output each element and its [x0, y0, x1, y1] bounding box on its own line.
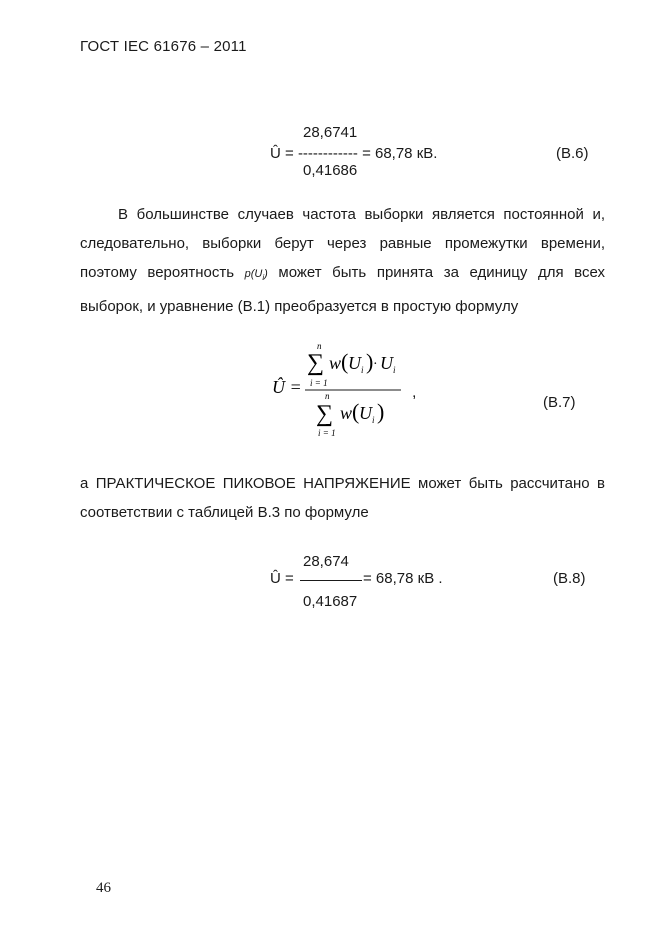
- eq-b7-den-sum-lower: i = 1: [318, 428, 336, 438]
- eq-b7-comma: ,: [412, 384, 417, 401]
- eq-b6-denominator: 0,41686: [303, 162, 358, 179]
- probability-symbol: [244, 268, 268, 283]
- paragraph-2: [80, 469, 605, 527]
- eq-b7-num-w: w: [329, 353, 342, 373]
- eq-b7-den-u: U: [359, 403, 372, 423]
- eq-b7-num-sum-upper: n: [317, 341, 322, 351]
- eq-b7-den-paren-open: (: [352, 399, 360, 424]
- paragraph-1-line: [80, 258, 605, 292]
- eq-b8-lhs: Û =: [270, 570, 294, 587]
- eq-b7-den-w: w: [340, 403, 353, 423]
- eq-b8-fraction-bar: [300, 580, 362, 581]
- eq-b8-numerator: 28,674: [303, 553, 349, 570]
- eq-b6-rhs: = 68,78 кВ.: [362, 145, 438, 162]
- eq-b7-den-paren-close: ): [377, 399, 385, 424]
- eq-b7-num-u: U: [348, 353, 361, 373]
- eq-b7-den-u-sub: i: [372, 415, 375, 425]
- eq-b7-label: (B.7): [543, 394, 576, 411]
- page-number: 46: [96, 880, 111, 896]
- eq-b7-num-sigma: ∑: [307, 350, 325, 376]
- eq-b7-dot: ·: [373, 357, 378, 372]
- paragraph-1-segment: может быть принята за единицу для всех: [278, 264, 605, 281]
- eq-b6-numerator: 28,6741: [303, 124, 358, 141]
- eq-b7-den-sigma: ∑: [316, 401, 334, 427]
- paragraph-2-line: а ПРАКТИЧЕСКОЕ ПИКОВОЕ НАПРЯЖЕНИЕ может быть рассчитано в: [80, 475, 605, 492]
- equation-b7: [262, 338, 412, 446]
- probability-symbol-close: ): [264, 268, 268, 280]
- eq-b7-num-u2-sub: i: [393, 365, 396, 375]
- paragraph-1-segment: поэтому вероятность: [80, 264, 235, 281]
- eq-b8-denominator: 0,41687: [303, 593, 358, 610]
- eq-b7-num-u-sub: i: [361, 365, 364, 375]
- eq-b6-dashes: ------------: [297, 145, 358, 162]
- probability-symbol-base: p(U: [244, 268, 263, 280]
- eq-b7-num-sum-lower: i = 1: [310, 378, 328, 388]
- eq-b7-num-paren-close: ): [366, 349, 374, 374]
- eq-b7-den-sum-upper: n: [325, 391, 330, 401]
- eq-b6-lhs: Û =: [270, 145, 294, 162]
- eq-b7-lhs: Û =: [272, 377, 302, 397]
- paragraph-1-line: выборок, и уравнение (В.1) преобразуется в простую формулу: [80, 298, 519, 316]
- document-header: ГОСТ IEC 61676 – 2011: [80, 38, 247, 55]
- eq-b7-num-paren-open: (: [341, 349, 349, 374]
- eq-b6-expression: [270, 145, 437, 162]
- eq-b8-label: (B.8): [553, 570, 586, 587]
- paragraph-1-line: следовательно, выборки берут через равные промежутки времени,: [80, 235, 605, 252]
- probability-symbol-sub: i: [262, 273, 265, 283]
- paragraph-1-line: В большинстве случаев частота выборки является постоянной и,: [118, 206, 605, 223]
- paragraph-1: [80, 200, 605, 321]
- paragraph-2-line: соответствии с таблицей В.3 по формуле: [80, 504, 369, 521]
- eq-b8-rhs: = 68,78 кВ .: [363, 570, 443, 587]
- eq-b6-label: (B.6): [556, 145, 589, 162]
- eq-b7-num-u2: U: [380, 353, 393, 373]
